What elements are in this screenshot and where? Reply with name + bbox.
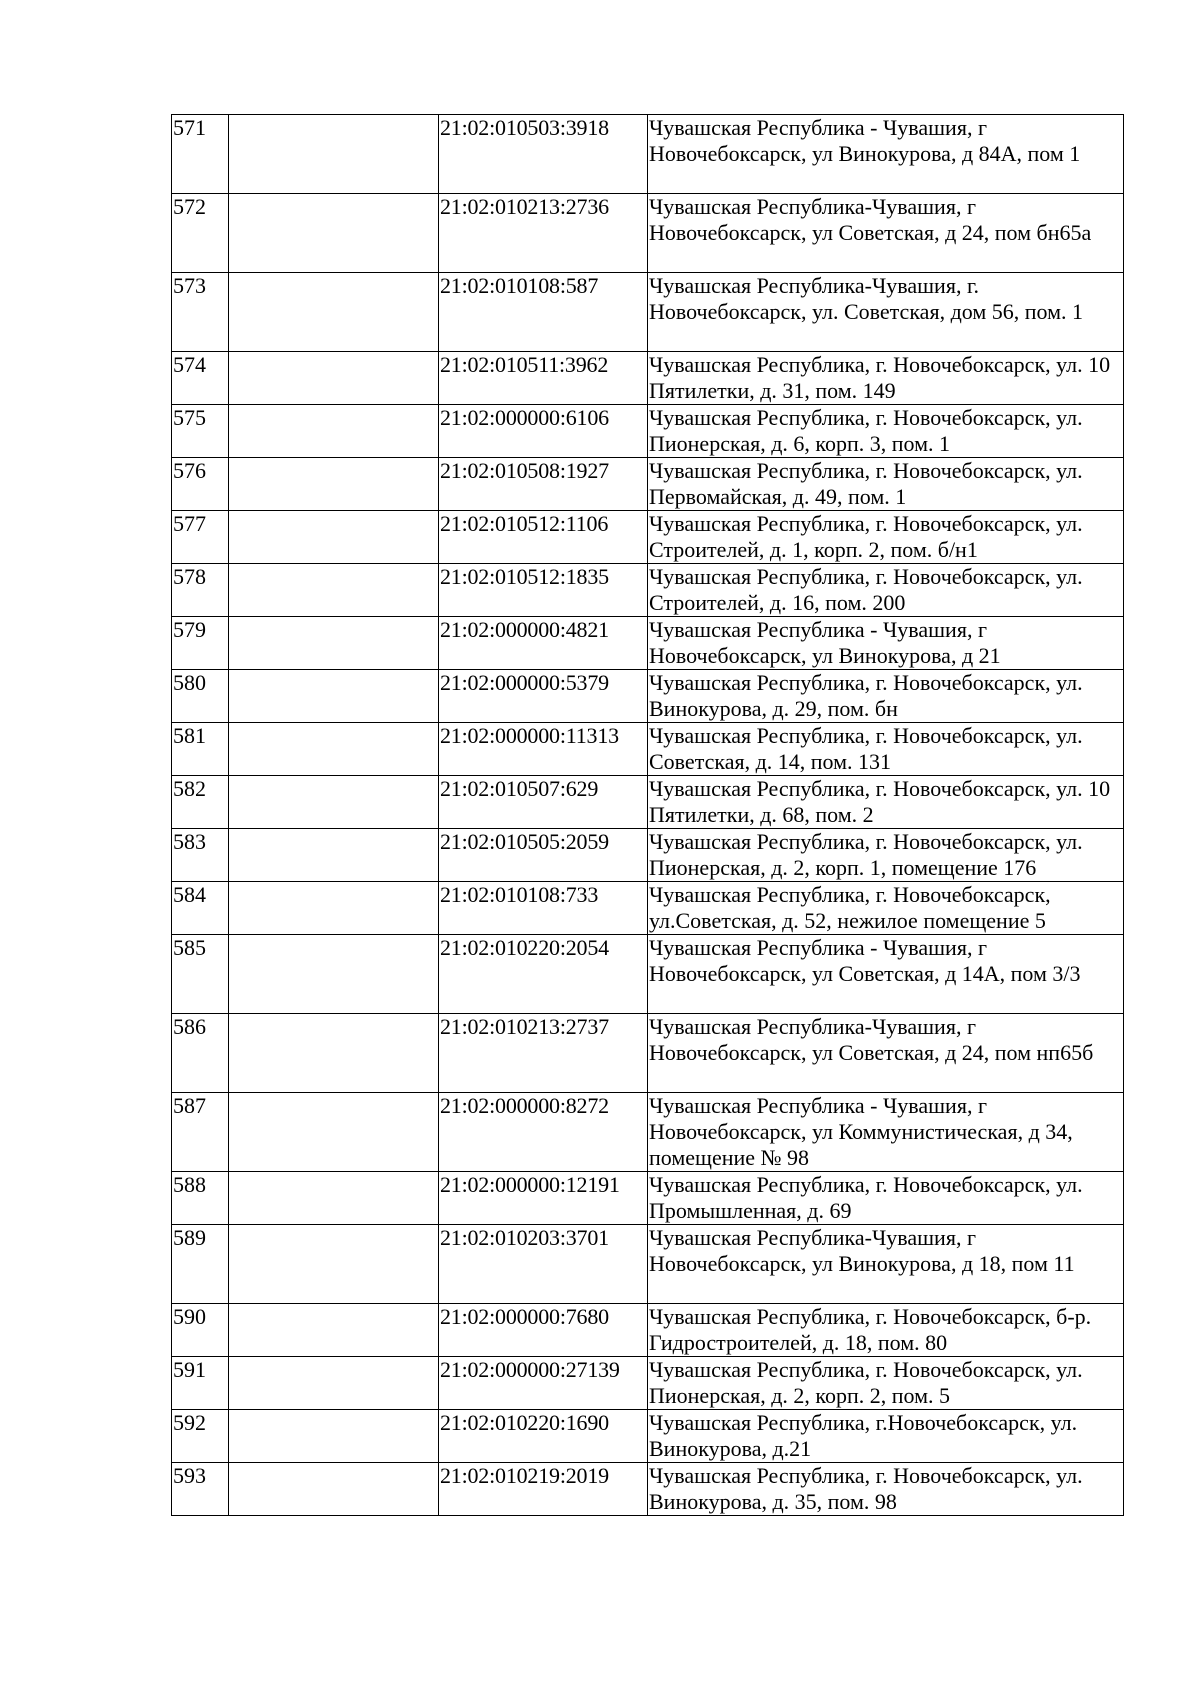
address: Чувашская Республика-Чувашия, г. Новочебоксарск, ул. Советская, дом 56, пом. 1 (648, 273, 1124, 352)
cadastral-number: 21:02:010505:2059 (439, 829, 648, 882)
cadastral-number: 21:02:000000:6106 (439, 405, 648, 458)
empty-cell (229, 564, 439, 617)
table-row (172, 1304, 1124, 1357)
address: Чувашская Республика-Чувашия, г Новочебоксарск, ул Винокурова, д 18, пом 11 (648, 1225, 1124, 1304)
address: Чувашская Республика - Чувашия, г Новочебоксарск, ул Винокурова, д 21 (648, 617, 1124, 670)
address: Чувашская Республика, г. Новочебоксарск, ул. Первомайская, д. 49, пом. 1 (648, 458, 1124, 511)
row-number: 591 (172, 1357, 229, 1410)
table-row (172, 273, 1124, 352)
table-row (172, 405, 1124, 458)
empty-cell (229, 882, 439, 935)
cadastral-number: 21:02:000000:7680 (439, 1304, 648, 1357)
address: Чувашская Республика, г. Новочебоксарск, ул. Строителей, д. 16, пом. 200 (648, 564, 1124, 617)
cadastral-number: 21:02:010108:733 (439, 882, 648, 935)
table-row (172, 617, 1124, 670)
empty-cell (229, 1357, 439, 1410)
table-row (172, 1093, 1124, 1172)
empty-cell (229, 1014, 439, 1093)
cadastral-number: 21:02:000000:8272 (439, 1093, 648, 1172)
table-row (172, 1225, 1124, 1304)
row-number: 584 (172, 882, 229, 935)
empty-cell (229, 511, 439, 564)
empty-cell (229, 194, 439, 273)
table-row (172, 882, 1124, 935)
table-row (172, 1463, 1124, 1516)
address: Чувашская Республика, г.Новочебоксарск, ул. Винокурова, д.21 (648, 1410, 1124, 1463)
row-number: 586 (172, 1014, 229, 1093)
address: Чувашская Республика, г. Новочебоксарск, ул. Промышленная, д. 69 (648, 1172, 1124, 1225)
empty-cell (229, 935, 439, 1014)
table-row (172, 458, 1124, 511)
row-number: 583 (172, 829, 229, 882)
row-number: 593 (172, 1463, 229, 1516)
row-number: 580 (172, 670, 229, 723)
address: Чувашская Республика, г. Новочебоксарск, ул. Пионерская, д. 2, корп. 1, помещение 176 (648, 829, 1124, 882)
empty-cell (229, 1093, 439, 1172)
address: Чувашская Республика - Чувашия, г Новочебоксарск, ул Советская, д 14А, пом 3/3 (648, 935, 1124, 1014)
cadastral-number: 21:02:010507:629 (439, 776, 648, 829)
empty-cell (229, 829, 439, 882)
row-number: 588 (172, 1172, 229, 1225)
address: Чувашская Республика, г. Новочебоксарск, ул. Пионерская, д. 6, корп. 3, пом. 1 (648, 405, 1124, 458)
address: Чувашская Республика, г. Новочебоксарск, ул. 10 Пятилетки, д. 68, пом. 2 (648, 776, 1124, 829)
table-row (172, 564, 1124, 617)
cadastral-number: 21:02:010203:3701 (439, 1225, 648, 1304)
cadastral-number: 21:02:010220:2054 (439, 935, 648, 1014)
table-row (172, 670, 1124, 723)
row-number: 589 (172, 1225, 229, 1304)
address: Чувашская Республика, г. Новочебоксарск, ул. Советская, д. 14, пом. 131 (648, 723, 1124, 776)
address: Чувашская Республика, г. Новочебоксарск, ул. Винокурова, д. 35, пом. 98 (648, 1463, 1124, 1516)
property-registry-table (171, 114, 1124, 1516)
table-row (172, 723, 1124, 776)
table-row (172, 511, 1124, 564)
empty-cell (229, 273, 439, 352)
empty-cell (229, 670, 439, 723)
row-number: 577 (172, 511, 229, 564)
cadastral-number: 21:02:010219:2019 (439, 1463, 648, 1516)
row-number: 582 (172, 776, 229, 829)
table-row (172, 1410, 1124, 1463)
cadastral-number: 21:02:010512:1835 (439, 564, 648, 617)
cadastral-number: 21:02:000000:27139 (439, 1357, 648, 1410)
address: Чувашская Республика, г. Новочебоксарск, ул. Пионерская, д. 2, корп. 2, пом. 5 (648, 1357, 1124, 1410)
table-row (172, 194, 1124, 273)
row-number: 590 (172, 1304, 229, 1357)
table-row (172, 1357, 1124, 1410)
empty-cell (229, 617, 439, 670)
address: Чувашская Республика - Чувашия, г Новочебоксарск, ул Коммунистическая, д 34, помещение № 98 (648, 1093, 1124, 1172)
empty-cell (229, 1304, 439, 1357)
cadastral-number: 21:02:010108:587 (439, 273, 648, 352)
cadastral-number: 21:02:010511:3962 (439, 352, 648, 405)
row-number: 579 (172, 617, 229, 670)
row-number: 581 (172, 723, 229, 776)
address: Чувашская Республика, г. Новочебоксарск, б-р. Гидростроителей, д. 18, пом. 80 (648, 1304, 1124, 1357)
empty-cell (229, 1410, 439, 1463)
address: Чувашская Республика, г. Новочебоксарск, ул. 10 Пятилетки, д. 31, пом. 149 (648, 352, 1124, 405)
table-row (172, 776, 1124, 829)
cadastral-number: 21:02:010213:2737 (439, 1014, 648, 1093)
table-row (172, 352, 1124, 405)
cadastral-number: 21:02:000000:12191 (439, 1172, 648, 1225)
address: Чувашская Республика - Чувашия, г Новочебоксарск, ул Винокурова, д 84А, пом 1 (648, 115, 1124, 194)
empty-cell (229, 115, 439, 194)
cadastral-number: 21:02:010512:1106 (439, 511, 648, 564)
cadastral-number: 21:02:010220:1690 (439, 1410, 648, 1463)
table-row (172, 1172, 1124, 1225)
row-number: 592 (172, 1410, 229, 1463)
cadastral-number: 21:02:010508:1927 (439, 458, 648, 511)
address: Чувашская Республика, г. Новочебоксарск, ул. Винокурова, д. 29, пом. бн (648, 670, 1124, 723)
cadastral-number: 21:02:000000:11313 (439, 723, 648, 776)
row-number: 587 (172, 1093, 229, 1172)
empty-cell (229, 458, 439, 511)
empty-cell (229, 1225, 439, 1304)
row-number: 572 (172, 194, 229, 273)
table-row (172, 115, 1124, 194)
table-row (172, 829, 1124, 882)
row-number: 573 (172, 273, 229, 352)
address: Чувашская Республика, г. Новочебоксарск, ул.Советская, д. 52, нежилое помещение 5 (648, 882, 1124, 935)
cadastral-number: 21:02:010503:3918 (439, 115, 648, 194)
row-number: 576 (172, 458, 229, 511)
address: Чувашская Республика-Чувашия, г Новочебоксарск, ул Советская, д 24, пом бн65а (648, 194, 1124, 273)
empty-cell (229, 776, 439, 829)
empty-cell (229, 1172, 439, 1225)
row-number: 575 (172, 405, 229, 458)
table-row (172, 935, 1124, 1014)
cadastral-number: 21:02:000000:5379 (439, 670, 648, 723)
empty-cell (229, 723, 439, 776)
row-number: 571 (172, 115, 229, 194)
registry-table-body (172, 115, 1124, 1516)
table-row (172, 1014, 1124, 1093)
empty-cell (229, 352, 439, 405)
row-number: 574 (172, 352, 229, 405)
empty-cell (229, 1463, 439, 1516)
cadastral-number: 21:02:000000:4821 (439, 617, 648, 670)
cadastral-number: 21:02:010213:2736 (439, 194, 648, 273)
row-number: 578 (172, 564, 229, 617)
address: Чувашская Республика, г. Новочебоксарск, ул. Строителей, д. 1, корп. 2, пом. б/н1 (648, 511, 1124, 564)
row-number: 585 (172, 935, 229, 1014)
address: Чувашская Республика-Чувашия, г Новочебоксарск, ул Советская, д 24, пом нп65б (648, 1014, 1124, 1093)
empty-cell (229, 405, 439, 458)
